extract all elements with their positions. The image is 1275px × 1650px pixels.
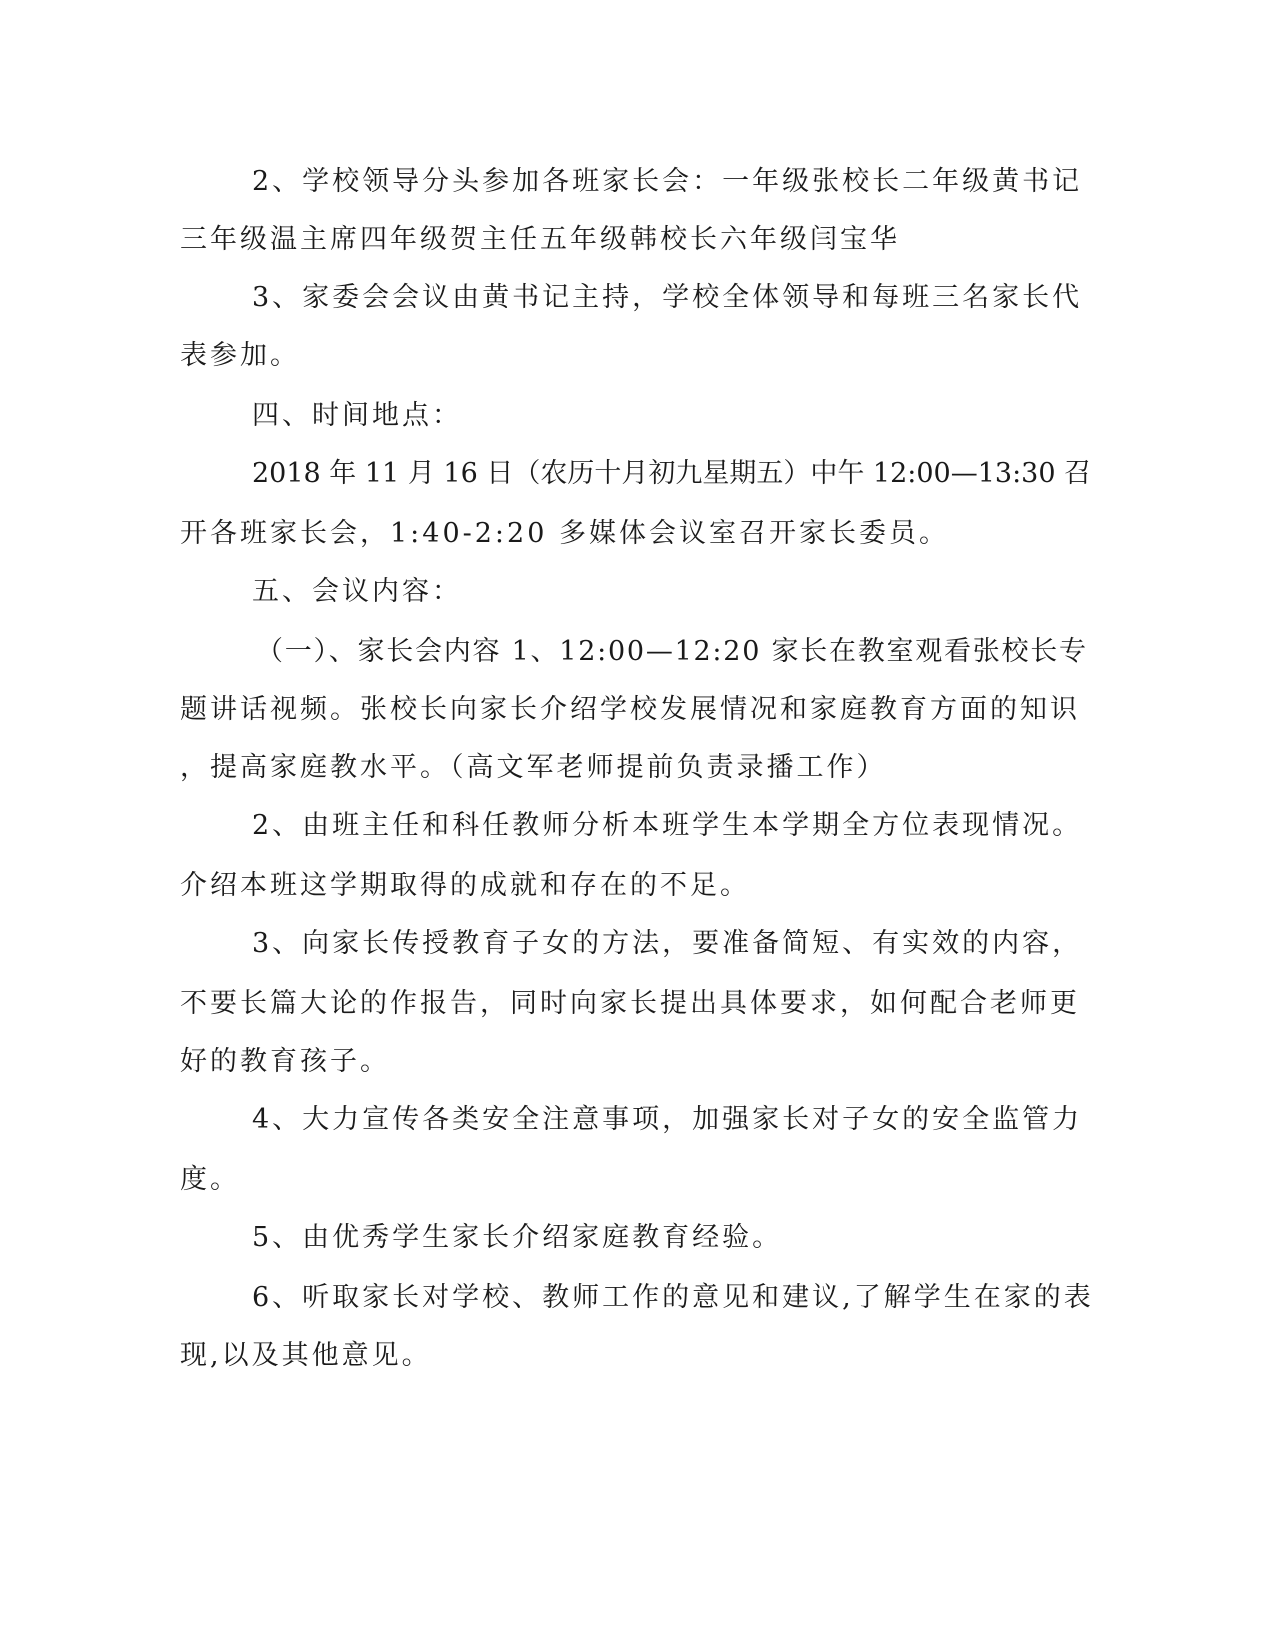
paragraph-line: 不要长篇大论的作报告，同时向家长提出具体要求，如何配合老师更 [180, 988, 1080, 1019]
paragraph-line: 好的教育孩子。 [180, 1046, 390, 1077]
paragraph-line: （一）、家长会内容 1、12:00—12:20 家长在教室观看张校长专 [256, 636, 1088, 667]
paragraph-line: 6、听取家长对学校、教师工作的意见和建议,了解学生在家的表 [252, 1282, 1094, 1313]
paragraph-line: 介绍本班这学期取得的成就和存在的不足。 [180, 870, 750, 901]
paragraph-line: 3、家委会会议由黄书记主持，学校全体领导和每班三名家长代 [252, 282, 1083, 313]
section-heading: 五、会议内容： [252, 576, 462, 607]
paragraph-line: 2、学校领导分头参加各班家长会：一年级张校长二年级黄书记 [252, 166, 1083, 197]
paragraph-line: 5、由优秀学生家长介绍家庭教育经验。 [252, 1222, 783, 1253]
paragraph-line: 3、向家长传授教育子女的方法，要准备简短、有实效的内容， [252, 928, 1083, 959]
paragraph-line: 表参加。 [180, 340, 300, 371]
paragraph-line: 题讲话视频。张校长向家长介绍学校发展情况和家庭教育方面的知识 [180, 694, 1080, 725]
paragraph-line: 度。 [180, 1164, 240, 1195]
paragraph-line: 2018 年 11 月 16 日（农历十月初九星期五）中午 12:00—13:30 召 [252, 458, 1092, 489]
paragraph-line: 三年级温主席四年级贺主任五年级韩校长六年级闫宝华 [180, 224, 900, 255]
paragraph-line: 开各班家长会，1:40-2:20 多媒体会议室召开家长委员。 [180, 518, 949, 549]
paragraph-line: 现,以及其他意见。 [180, 1340, 432, 1371]
paragraph-line: ，提高家庭教水平。（高文军老师提前负责录播工作） [180, 752, 887, 783]
paragraph-line: 2、由班主任和科任教师分析本班学生本学期全方位表现情况。 [252, 810, 1083, 841]
section-heading: 四、时间地点： [252, 400, 462, 431]
paragraph-line: 4、大力宣传各类安全注意事项，加强家长对子女的安全监管力 [252, 1104, 1083, 1135]
